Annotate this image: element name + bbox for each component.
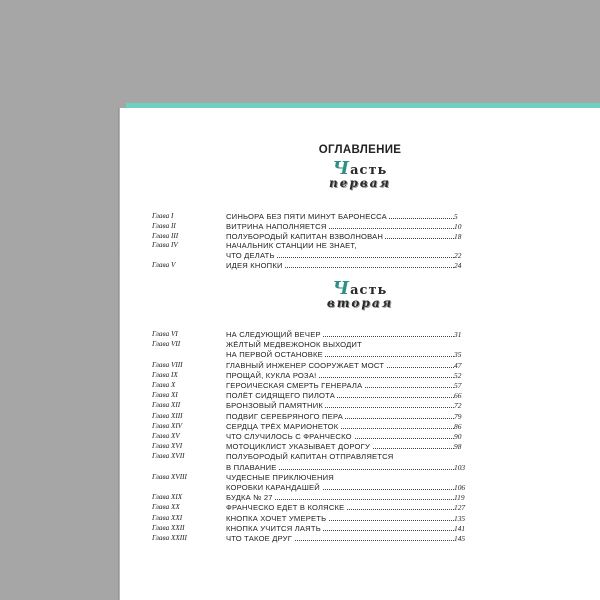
chapter-title-text: ЖЁЛТЫЙ МЕДВЕЖОНОК ВЫХОДИТ — [226, 340, 362, 350]
chapter-label: Глава VI — [152, 330, 178, 338]
chapter-title-text: ПОДВИГ СЕРЕБРЯНОГО ПЕРА — [226, 411, 343, 421]
toc-entry — [120, 533, 600, 544]
chapter-title-text: БУДКА № 27 — [226, 493, 273, 503]
page-number: 10 — [454, 221, 462, 231]
chapter-label: Глава XII — [152, 401, 181, 410]
chapter-title-text: НА ПЕРВОЙ ОСТАНОВКЕ — [226, 350, 323, 360]
chapter-label: Глава V — [152, 261, 176, 269]
page-number: 106 — [454, 483, 466, 492]
page-number: 135 — [454, 513, 466, 523]
chapter-label: Глава IX — [152, 370, 178, 379]
chapter-title-text: ВИТРИНА НАПОЛНЯЕТСЯ — [226, 221, 327, 231]
chapter-label: Глава VIII — [152, 360, 183, 369]
chapter-title-text: ЧТО ТАКОЕ ДРУГ — [226, 534, 293, 543]
chapter-label: Глава XVII — [152, 452, 185, 461]
chapter-title-text: КНОПКА УЧИТСЯ ЛАЯТЬ — [226, 523, 321, 533]
toc-page — [120, 108, 600, 600]
page-number: 127 — [454, 503, 466, 513]
chapter-label: Глава XVIII — [152, 472, 187, 481]
page-number: 141 — [454, 523, 466, 533]
chapter-title-text: КОРОБКИ КАРАНДАШЕЙ — [226, 483, 320, 492]
chapter-title-text: ПРОЩАЙ, КУКЛА РОЗА! — [226, 370, 317, 380]
chapter-label: Глава III — [152, 231, 179, 240]
chapter-label: Глава XIII — [152, 411, 183, 420]
chapter-title-text: ГЛАВНЫЙ ИНЖЕНЕР СООРУЖАЕТ МОСТ — [226, 360, 385, 370]
page-number: 24 — [454, 261, 462, 270]
chapter-title-text: В ПЛАВАНИЕ — [226, 462, 277, 472]
chapter-label: Глава I — [152, 212, 174, 220]
chapter-title-text: ЧУДЕСНЫЕ ПРИКЛЮЧЕНИЯ — [226, 472, 334, 482]
chapter-title-text: НА СЛЕДУЮЩИЙ ВЕЧЕР — [226, 330, 321, 339]
part-one-word2: первая — [329, 176, 391, 190]
chapter-label: Глава IV — [152, 241, 178, 250]
chapter-title-text: ГЕРОИЧЕСКАЯ СМЕРТЬ ГЕНЕРАЛА — [226, 381, 363, 390]
chapter-label: Глава XI — [152, 391, 178, 400]
chapter-label: Глава XXIII — [152, 534, 187, 542]
page-number: 57 — [454, 381, 462, 390]
chapter-title-text: ФРАНЧЕСКО ЕДЕТ В КОЛЯСКЕ — [226, 503, 345, 513]
chapter-label: Глава VII — [152, 340, 181, 349]
chapter-title-text: КНОПКА ХОЧЕТ УМЕРЕТЬ — [226, 513, 327, 523]
chapter-title-text: СИНЬОРА БЕЗ ПЯТИ МИНУТ БАРОНЕССА — [226, 212, 387, 221]
page-number: 145 — [454, 534, 466, 543]
chapter-label: Глава II — [152, 221, 176, 230]
chapter-label: Глава XXII — [152, 523, 185, 532]
chapter-title-text: ЧТО ДЕЛАТЬ — [226, 251, 275, 261]
page-number: 86 — [454, 421, 462, 431]
page-number: 72 — [454, 401, 462, 411]
page-number: 98 — [454, 442, 462, 452]
page-number: 90 — [454, 432, 462, 441]
part-two-word1: Часть — [332, 278, 388, 299]
part-two-heading — [120, 278, 600, 310]
chapter-title-text: ПОЛУБОРОДЫЙ КАПИТАН ОТПРАВЛЯЕТСЯ — [226, 452, 394, 462]
chapter-label: Глава XX — [152, 503, 180, 512]
part-one-heading — [120, 158, 600, 190]
toc-entry — [120, 260, 600, 271]
chapter-label: Глава XV — [152, 432, 180, 440]
page-number: 18 — [454, 231, 462, 241]
page-number: 119 — [454, 493, 465, 503]
page-number: 35 — [454, 350, 462, 360]
page-number: 22 — [454, 251, 462, 261]
chapter-label: Глава XXI — [152, 513, 183, 522]
part-one-word1: Часть — [332, 158, 388, 179]
chapter-label: Глава XVI — [152, 442, 183, 451]
chapter-title-text: ЧТО СЛУЧИЛОСЬ С ФРАНЧЕСКО — [226, 432, 352, 441]
chapter-title-text: СЕРДЦА ТРЁХ МАРИОНЕТОК — [226, 421, 339, 431]
page-title: ОГЛАВЛЕНИЕ — [318, 144, 402, 156]
page-number: 79 — [454, 411, 462, 421]
chapter-title — [226, 533, 454, 544]
chapter-label: Глава XIX — [152, 493, 183, 502]
chapter-label: Глава X — [152, 381, 176, 389]
page-number: 5 — [454, 212, 458, 221]
chapter-title-text: ИДЕЯ КНОПКИ — [226, 261, 283, 270]
chapter-title — [226, 260, 454, 271]
chapter-title-text: НАЧАЛЬНИК СТАНЦИИ НЕ ЗНАЕТ, — [226, 241, 357, 251]
page-number: 31 — [454, 330, 462, 339]
chapter-title-text: ПОЛУБОРОДЫЙ КАПИТАН ВЗВОЛНОВАН — [226, 231, 384, 241]
page-number: 52 — [454, 370, 462, 380]
page-number: 47 — [454, 360, 462, 370]
chapter-title-text: БРОНЗОВЫЙ ПАМЯТНИК — [226, 401, 323, 411]
chapter-label: Глава XIV — [152, 421, 183, 430]
part-two-word2: вторая — [326, 296, 394, 310]
chapter-title-text: ПОЛЁТ СИДЯЩЕГО ПИЛОТА — [226, 391, 335, 401]
page-number: 103 — [454, 462, 466, 472]
chapter-title-text: МОТОЦИКЛИСТ УКАЗЫВАЕТ ДОРОГУ — [226, 442, 370, 452]
page-number: 66 — [454, 391, 462, 401]
